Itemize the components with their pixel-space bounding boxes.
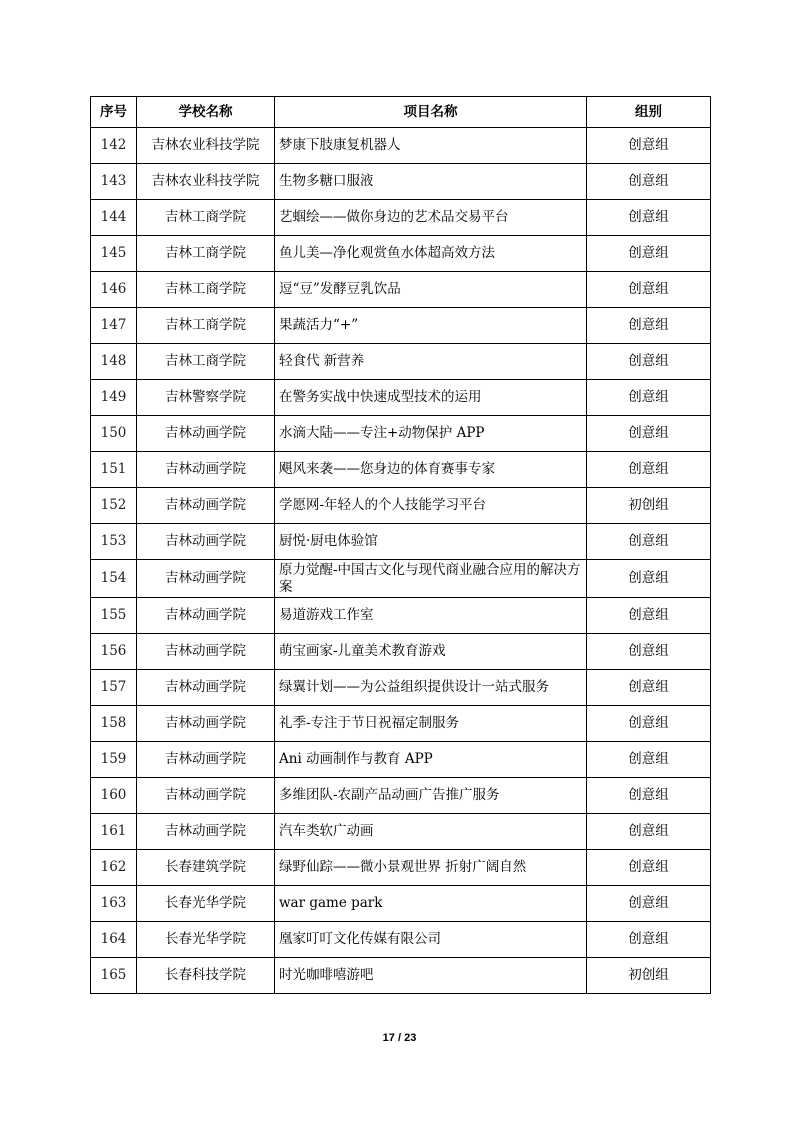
cell-project-name: 绿翼计划——为公益组织提供设计一站式服务 <box>275 670 587 706</box>
cell-project-name: 在警务实战中快速成型技术的运用 <box>275 380 587 416</box>
page-number: 17 / 23 <box>382 1032 417 1044</box>
cell-project-name: 鱼儿美—净化观赏鱼水体超高效方法 <box>275 236 587 272</box>
table-row <box>91 598 711 634</box>
cell-project-name: 轻食代 新营养 <box>275 344 587 380</box>
cell-serial-number: 165 <box>91 958 137 994</box>
table-row <box>91 670 711 706</box>
cell-group: 创意组 <box>587 778 711 814</box>
cell-school-name: 吉林农业科技学院 <box>137 164 275 200</box>
table-row <box>91 922 711 958</box>
cell-group: 创意组 <box>587 200 711 236</box>
cell-school-name: 长春科技学院 <box>137 958 275 994</box>
cell-serial-number: 156 <box>91 634 137 670</box>
table-row <box>91 128 711 164</box>
cell-project-name: 萌宝画家-儿童美术教育游戏 <box>275 634 587 670</box>
cell-school-name: 吉林动画学院 <box>137 598 275 634</box>
cell-serial-number: 164 <box>91 922 137 958</box>
table-row <box>91 380 711 416</box>
table-row <box>91 814 711 850</box>
cell-group: 创意组 <box>587 706 711 742</box>
cell-school-name: 吉林动画学院 <box>137 634 275 670</box>
cell-project-name: Ani 动画制作与教育 APP <box>275 742 587 778</box>
header-serial-number: 序号 <box>91 97 137 128</box>
cell-group: 创意组 <box>587 452 711 488</box>
cell-project-name: 凰家叮叮文化传媒有限公司 <box>275 922 587 958</box>
table-row <box>91 200 711 236</box>
cell-group: 创意组 <box>587 560 711 598</box>
table-row <box>91 524 711 560</box>
cell-school-name: 吉林警察学院 <box>137 380 275 416</box>
table-row <box>91 416 711 452</box>
header-project-name: 项目名称 <box>275 97 587 128</box>
table-row <box>91 344 711 380</box>
cell-group: 创意组 <box>587 814 711 850</box>
cell-serial-number: 142 <box>91 128 137 164</box>
table-row <box>91 236 711 272</box>
cell-serial-number: 146 <box>91 272 137 308</box>
cell-group: 创意组 <box>587 128 711 164</box>
cell-project-name: 飓风来袭——您身边的体育赛事专家 <box>275 452 587 488</box>
cell-serial-number: 158 <box>91 706 137 742</box>
cell-group: 初创组 <box>587 958 711 994</box>
cell-serial-number: 154 <box>91 560 137 598</box>
table-body <box>91 128 711 994</box>
cell-group: 创意组 <box>587 380 711 416</box>
cell-group: 创意组 <box>587 164 711 200</box>
cell-serial-number: 149 <box>91 380 137 416</box>
cell-serial-number: 152 <box>91 488 137 524</box>
header-school-name: 学校名称 <box>137 97 275 128</box>
cell-group: 创意组 <box>587 598 711 634</box>
cell-serial-number: 148 <box>91 344 137 380</box>
cell-serial-number: 150 <box>91 416 137 452</box>
cell-serial-number: 157 <box>91 670 137 706</box>
cell-serial-number: 147 <box>91 308 137 344</box>
cell-school-name: 吉林工商学院 <box>137 308 275 344</box>
cell-serial-number: 155 <box>91 598 137 634</box>
cell-group: 创意组 <box>587 236 711 272</box>
cell-serial-number: 163 <box>91 886 137 922</box>
cell-serial-number: 143 <box>91 164 137 200</box>
cell-project-name: 易道游戏工作室 <box>275 598 587 634</box>
cell-school-name: 吉林动画学院 <box>137 742 275 778</box>
table-row <box>91 778 711 814</box>
cell-school-name: 吉林动画学院 <box>137 814 275 850</box>
cell-school-name: 吉林工商学院 <box>137 344 275 380</box>
cell-school-name: 吉林动画学院 <box>137 778 275 814</box>
cell-group: 创意组 <box>587 308 711 344</box>
cell-project-name: 原力觉醒-中国古文化与现代商业融合应用的解决方案 <box>275 560 587 598</box>
table-row <box>91 452 711 488</box>
table-row <box>91 742 711 778</box>
table-row <box>91 850 711 886</box>
project-list-table <box>90 96 711 994</box>
cell-project-name: 逗“豆”发酵豆乳饮品 <box>275 272 587 308</box>
cell-group: 创意组 <box>587 742 711 778</box>
cell-school-name: 长春光华学院 <box>137 886 275 922</box>
cell-school-name: 长春光华学院 <box>137 922 275 958</box>
cell-group: 创意组 <box>587 524 711 560</box>
cell-project-name: 果蔬活力“+” <box>275 308 587 344</box>
cell-project-name: 多维团队-农副产品动画广告推广服务 <box>275 778 587 814</box>
table-header-row <box>91 97 711 128</box>
cell-group: 初创组 <box>587 488 711 524</box>
cell-school-name: 吉林动画学院 <box>137 416 275 452</box>
cell-group: 创意组 <box>587 272 711 308</box>
cell-school-name: 吉林动画学院 <box>137 706 275 742</box>
cell-serial-number: 159 <box>91 742 137 778</box>
table-row <box>91 488 711 524</box>
cell-serial-number: 145 <box>91 236 137 272</box>
cell-school-name: 吉林动画学院 <box>137 524 275 560</box>
cell-group: 创意组 <box>587 416 711 452</box>
cell-school-name: 吉林动画学院 <box>137 670 275 706</box>
table-row <box>91 634 711 670</box>
cell-project-name: 梦康下肢康复机器人 <box>275 128 587 164</box>
table-row <box>91 886 711 922</box>
cell-project-name: 厨悦·厨电体验馆 <box>275 524 587 560</box>
cell-project-name: 时光咖啡嘻游吧 <box>275 958 587 994</box>
cell-group: 创意组 <box>587 922 711 958</box>
cell-school-name: 吉林工商学院 <box>137 200 275 236</box>
table-row <box>91 958 711 994</box>
cell-school-name: 吉林农业科技学院 <box>137 128 275 164</box>
cell-school-name: 吉林动画学院 <box>137 488 275 524</box>
table-row <box>91 164 711 200</box>
table-row <box>91 272 711 308</box>
cell-group: 创意组 <box>587 850 711 886</box>
cell-project-name: 生物多糖口服液 <box>275 164 587 200</box>
table-row <box>91 560 711 598</box>
cell-project-name: war game park <box>275 886 587 922</box>
table-row <box>91 308 711 344</box>
cell-project-name: 水滴大陆——专注+动物保护 APP <box>275 416 587 452</box>
cell-group: 创意组 <box>587 670 711 706</box>
table-row <box>91 706 711 742</box>
cell-serial-number: 162 <box>91 850 137 886</box>
cell-school-name: 吉林工商学院 <box>137 272 275 308</box>
cell-serial-number: 161 <box>91 814 137 850</box>
cell-group: 创意组 <box>587 344 711 380</box>
cell-group: 创意组 <box>587 886 711 922</box>
cell-school-name: 长春建筑学院 <box>137 850 275 886</box>
cell-school-name: 吉林动画学院 <box>137 560 275 598</box>
cell-school-name: 吉林工商学院 <box>137 236 275 272</box>
cell-group: 创意组 <box>587 634 711 670</box>
cell-serial-number: 144 <box>91 200 137 236</box>
cell-project-name: 礼季-专注于节日祝福定制服务 <box>275 706 587 742</box>
cell-serial-number: 151 <box>91 452 137 488</box>
cell-project-name: 艺蝈绘——做你身边的艺术品交易平台 <box>275 200 587 236</box>
cell-serial-number: 153 <box>91 524 137 560</box>
cell-school-name: 吉林动画学院 <box>137 452 275 488</box>
header-group: 组别 <box>587 97 711 128</box>
cell-project-name: 汽车类软广动画 <box>275 814 587 850</box>
cell-project-name: 学愿网-年轻人的个人技能学习平台 <box>275 488 587 524</box>
cell-project-name: 绿野仙踪——微小景观世界 折射广阔自然 <box>275 850 587 886</box>
cell-serial-number: 160 <box>91 778 137 814</box>
